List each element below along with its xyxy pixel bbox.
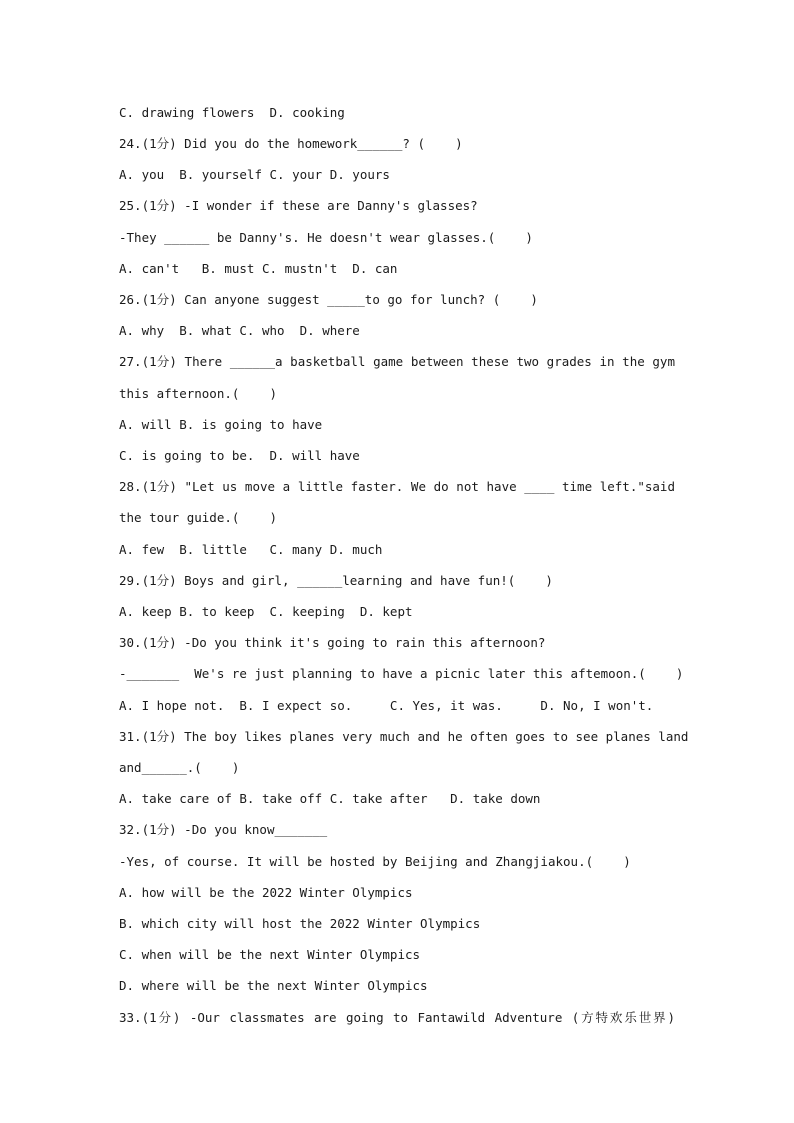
question-25: 25.(1分) -I wonder if these are Danny's glasses?	[119, 198, 478, 213]
options-24: A. you B. yourself C. your D. yours	[119, 167, 390, 182]
question-30-reply: -_______ We's re just planning to have a picnic later this aftemoon.( )	[119, 666, 684, 681]
options-28: A. few B. little C. many D. much	[119, 542, 383, 557]
question-28: 28.(1分) "Let us move a little faster. We do not have ____ time left."said	[119, 479, 675, 494]
options-27-cd: C. is going to be. D. will have	[119, 448, 360, 463]
options-26: A. why B. what C. who D. where	[119, 323, 360, 338]
options-31: A. take care of B. take off C. take after D. take down	[119, 791, 541, 806]
question-30: 30.(1分) -Do you think it's going to rain this afternoon?	[119, 635, 546, 650]
question-26: 26.(1分) Can anyone suggest _____to go for lunch? ( )	[119, 292, 538, 307]
question-33: 33.(1分) -Our classmates are going to Fantawild Adventure (方特欢乐世界)	[119, 1010, 675, 1025]
option-32-b: B. which city will host the 2022 Winter Olympics	[119, 916, 481, 931]
question-27-cont: this afternoon.( )	[119, 386, 278, 401]
options-30: A. I hope not. B. I expect so. C. Yes, it was. D. No, I won't.	[119, 698, 654, 713]
option-line-23-cd: C. drawing flowers D. cooking	[119, 105, 345, 120]
question-32: 32.(1分) -Do you know_______	[119, 822, 328, 837]
question-31-cont: and______.( )	[119, 760, 240, 775]
options-29: A. keep B. to keep C. keeping D. kept	[119, 604, 413, 619]
question-25-reply: -They ______ be Danny's. He doesn't wear glasses.( )	[119, 230, 533, 245]
question-31: 31.(1分) The boy likes planes very much and he often goes to see planes land	[119, 729, 689, 744]
question-32-reply: -Yes, of course. It will be hosted by Beijing and Zhangjiakou.( )	[119, 854, 631, 869]
option-32-a: A. how will be the 2022 Winter Olympics	[119, 885, 413, 900]
question-27: 27.(1分) There ______a basketball game between these two grades in the gym	[119, 354, 675, 369]
question-28-cont: the tour guide.( )	[119, 510, 278, 525]
question-29: 29.(1分) Boys and girl, ______learning and have fun!( )	[119, 573, 553, 588]
options-25: A. can't B. must C. mustn't D. can	[119, 261, 398, 276]
option-32-d: D. where will be the next Winter Olympics	[119, 978, 428, 993]
options-27-ab: A. will B. is going to have	[119, 417, 323, 432]
option-32-c: C. when will be the next Winter Olympics	[119, 947, 421, 962]
question-24: 24.(1分) Did you do the homework______? ( )	[119, 136, 463, 151]
